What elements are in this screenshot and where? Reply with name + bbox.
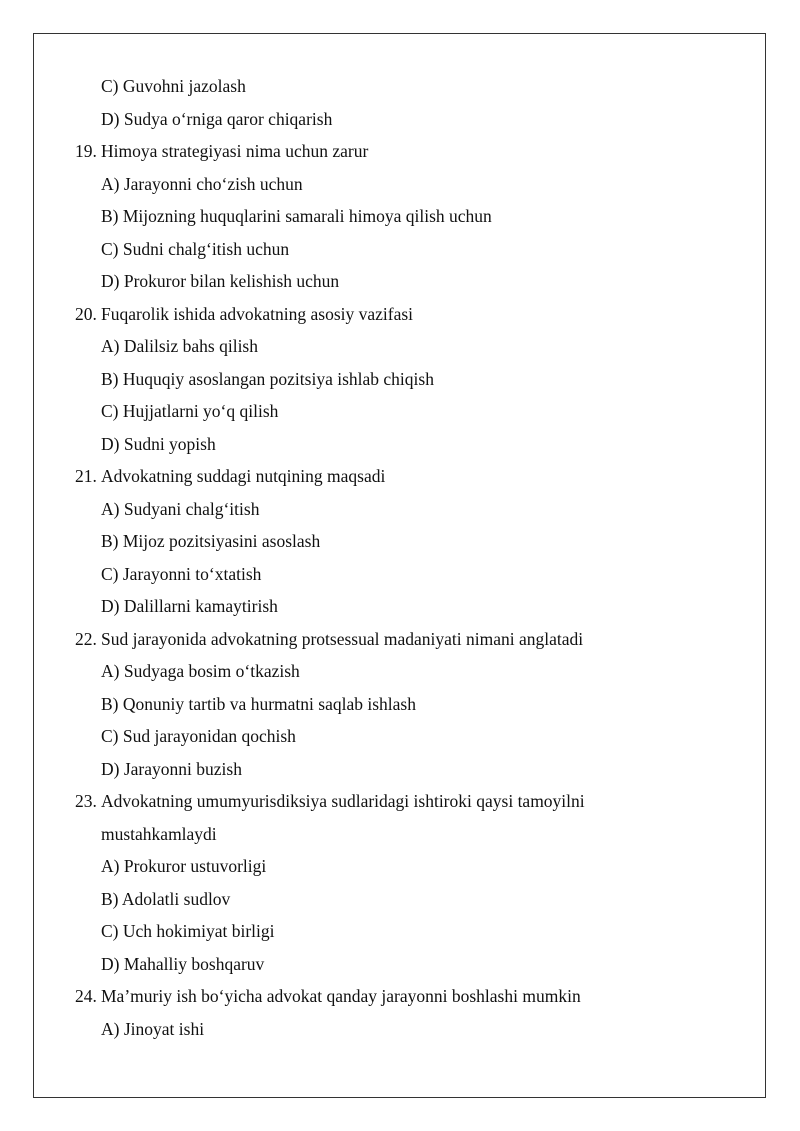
answer-option: C) Sud jarayonidan qochish [101,726,296,746]
question-line [0,623,800,656]
question-number: 23. [75,791,97,811]
question-number: 20. [75,303,97,324]
question-line [0,298,800,331]
question-text: Himoya strategiyasi nima uchun zarur [101,141,369,161]
answer-option: D) Prokuror bilan kelishish uchun [101,271,340,291]
answer-option: A) Jinoyat ishi [101,1018,205,1039]
answer-option: C) Hujjatlarni yo‘q qilish [101,401,279,421]
question-text: Advokatning umumyurisdiksiya sudlaridagi ishtiroki qaysi tamoyilni [101,791,585,811]
answer-option: B) Mijoz pozitsiyasini asoslash [101,531,321,551]
answer-option: B) Mijozning huquqlarini samarali himoya qilish uchun [101,206,492,226]
question-number: 22. [75,628,97,649]
question-text: Ma’muriy ish bo‘yicha advokat qanday jarayonni boshlashi mumkin [101,986,581,1006]
question-number: 19. [75,141,97,161]
answer-option: B) Huquqiy asoslangan pozitsiya ishlab chiqish [101,368,434,389]
question-number: 21. [75,466,97,486]
question-text: Advokatning suddagi nutqining maqsadi [101,466,386,486]
answer-option: D) Dalillarni kamaytirish [101,596,278,616]
question-number: 24. [75,986,97,1006]
question-text: Sud jarayonida advokatning protsessual madaniyati nimani anglatadi [101,628,584,649]
question-text-continuation: mustahkamlaydi [101,823,217,844]
answer-option: A) Jarayonni cho‘zish uchun [101,173,303,194]
question-line [0,785,800,818]
answer-option: C) Uch hokimiyat birligi [101,921,275,941]
answer-option: B) Qonuniy tartib va hurmatni saqlab ishlash [101,693,416,714]
answer-option: D) Mahalliy boshqaruv [101,953,265,974]
answer-option: C) Sudni chalg‘itish uchun [101,238,290,259]
document-body [0,70,800,1045]
answer-option: C) Guvohni jazolash [101,76,246,96]
answer-option: D) Jarayonni buzish [101,758,242,779]
answer-option: A) Prokuror ustuvorligi [101,856,267,876]
question-line [0,460,800,493]
answer-option: A) Dalilsiz bahs qilish [101,336,258,356]
answer-option: D) Sudni yopish [101,433,216,454]
answer-option: A) Sudyaga bosim o‘tkazish [101,661,300,681]
question-text: Fuqarolik ishida advokatning asosiy vazifasi [101,303,414,324]
answer-option: A) Sudyani chalg‘itish [101,498,260,519]
answer-option: C) Jarayonni to‘xtatish [101,563,262,584]
question-line [0,980,800,1013]
answer-option: B) Adolatli sudlov [101,888,231,909]
answer-option: D) Sudya o‘rniga qaror chiqarish [101,108,333,129]
question-line [0,135,800,168]
